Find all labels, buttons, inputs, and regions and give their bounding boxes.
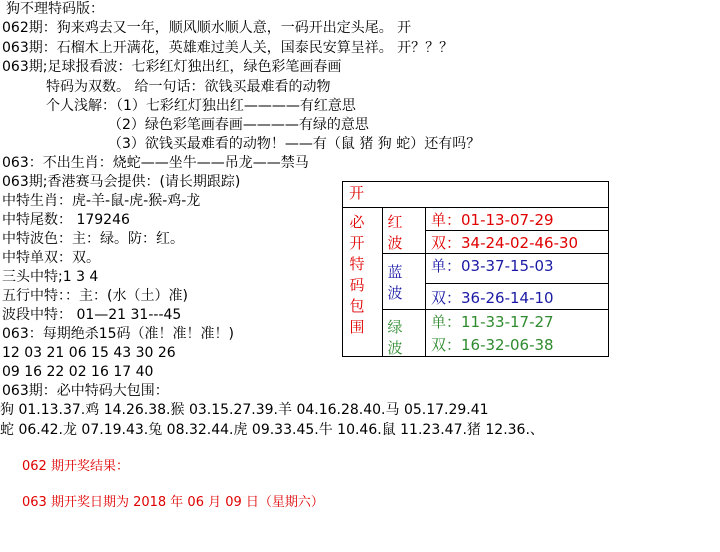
line-wave-color: 中特波色：主：绿。防：红。 [2, 231, 184, 247]
blue-wave-label: 蓝波 [387, 263, 403, 302]
table-header: 开 [349, 184, 365, 202]
line-five-elements: 五行中特：：主：(水（土）准) [2, 288, 188, 304]
green-wave-label: 绿波 [387, 318, 403, 357]
line-surround-2: 蛇 06.42.龙 07.19.43.兔 08.32.44.虎 09.33.45.牛 10.46.鼠 11.23.47.猪 12.36.、 [0, 422, 544, 438]
draw-date-063: 063 期开奖日期为 2018 年 06 月 09 日（星期六） [22, 495, 324, 510]
line-surround-title: 063期：必中特码大包围： [2, 383, 169, 399]
table-divider [425, 283, 608, 284]
line-odd-even: 中特单双：双。 [2, 250, 100, 266]
line-no-zodiac: 063：不出生肖：烧蛇——坐牛——吊龙——禁马 [2, 155, 309, 171]
blue-double-row: 双：36-26-14-10 [431, 289, 554, 307]
line-jockey-club: 063期;香港赛马会提供：(请长期跟踪) [2, 174, 241, 190]
red-double-row: 双：34-24-02-46-30 [431, 234, 579, 252]
line-tail-digits: 中特尾数： 179246 [2, 212, 130, 228]
line-surround-1: 狗 01.13.37.鸡 14.26.38.猴 03.15.27.39.羊 04.16.28.40.马 05.17.29.41 [0, 402, 489, 418]
red-single-row: 单：01-13-07-29 [431, 211, 554, 229]
line-numbers-1: 12 03 21 06 15 43 30 26 [2, 345, 176, 361]
table-left-label: 必开特码包围 [349, 213, 365, 336]
line-numbers-2: 09 16 22 02 16 17 40 [2, 364, 154, 380]
line-interpret-2: （2）绿色彩笔画春画————有绿的意思 [108, 117, 369, 133]
line-hint: 特码为双数。 给一句话：欲钱买最难看的动物 [46, 79, 331, 95]
line-062-poem: 062期：狗来鸡去又一年，顺风顺水顺人意，一码开出定头尾。 开 [2, 20, 412, 36]
line-heads: 三头中特;1 3 4 [2, 269, 99, 285]
green-double-row: 双：16-32-06-38 [431, 336, 554, 354]
line-interpret-1: 个人浅解：（1）七彩红灯独出红————有红意思 [46, 98, 356, 114]
line-063-poem: 063期：石榴木上开满花，英雄难过美人关，国泰民安算呈祥。 开？？？ [2, 40, 454, 56]
surround-table [342, 181, 609, 357]
red-wave-label: 红波 [387, 213, 403, 252]
blue-single-row: 单：03-37-15-03 [431, 257, 554, 275]
line-zodiac: 中特生肖：虎-羊-鼠-虎-猴-鸡-龙 [2, 193, 201, 209]
green-single-row: 单：11-33-17-27 [431, 313, 554, 331]
result-062: 062 期开奖结果： [22, 459, 129, 474]
line-interpret-3: （3）欲钱买最难看的动物！——有（鼠 猪 狗 蛇）还有吗？ [108, 136, 481, 152]
line-wave-range: 波段中特： 01—21 31---45 [2, 307, 182, 323]
table-divider [382, 207, 383, 356]
table-divider [425, 230, 608, 231]
table-divider [382, 253, 608, 254]
line-football-report: 063期;足球报看波：七彩红灯独出红，绿色彩笔画春画 [2, 59, 342, 75]
line-kill-15: 063：每期绝杀15码（准！准！准！) [2, 326, 234, 342]
doc-title: 狗不理特码版： [6, 1, 104, 17]
table-divider [382, 309, 608, 310]
